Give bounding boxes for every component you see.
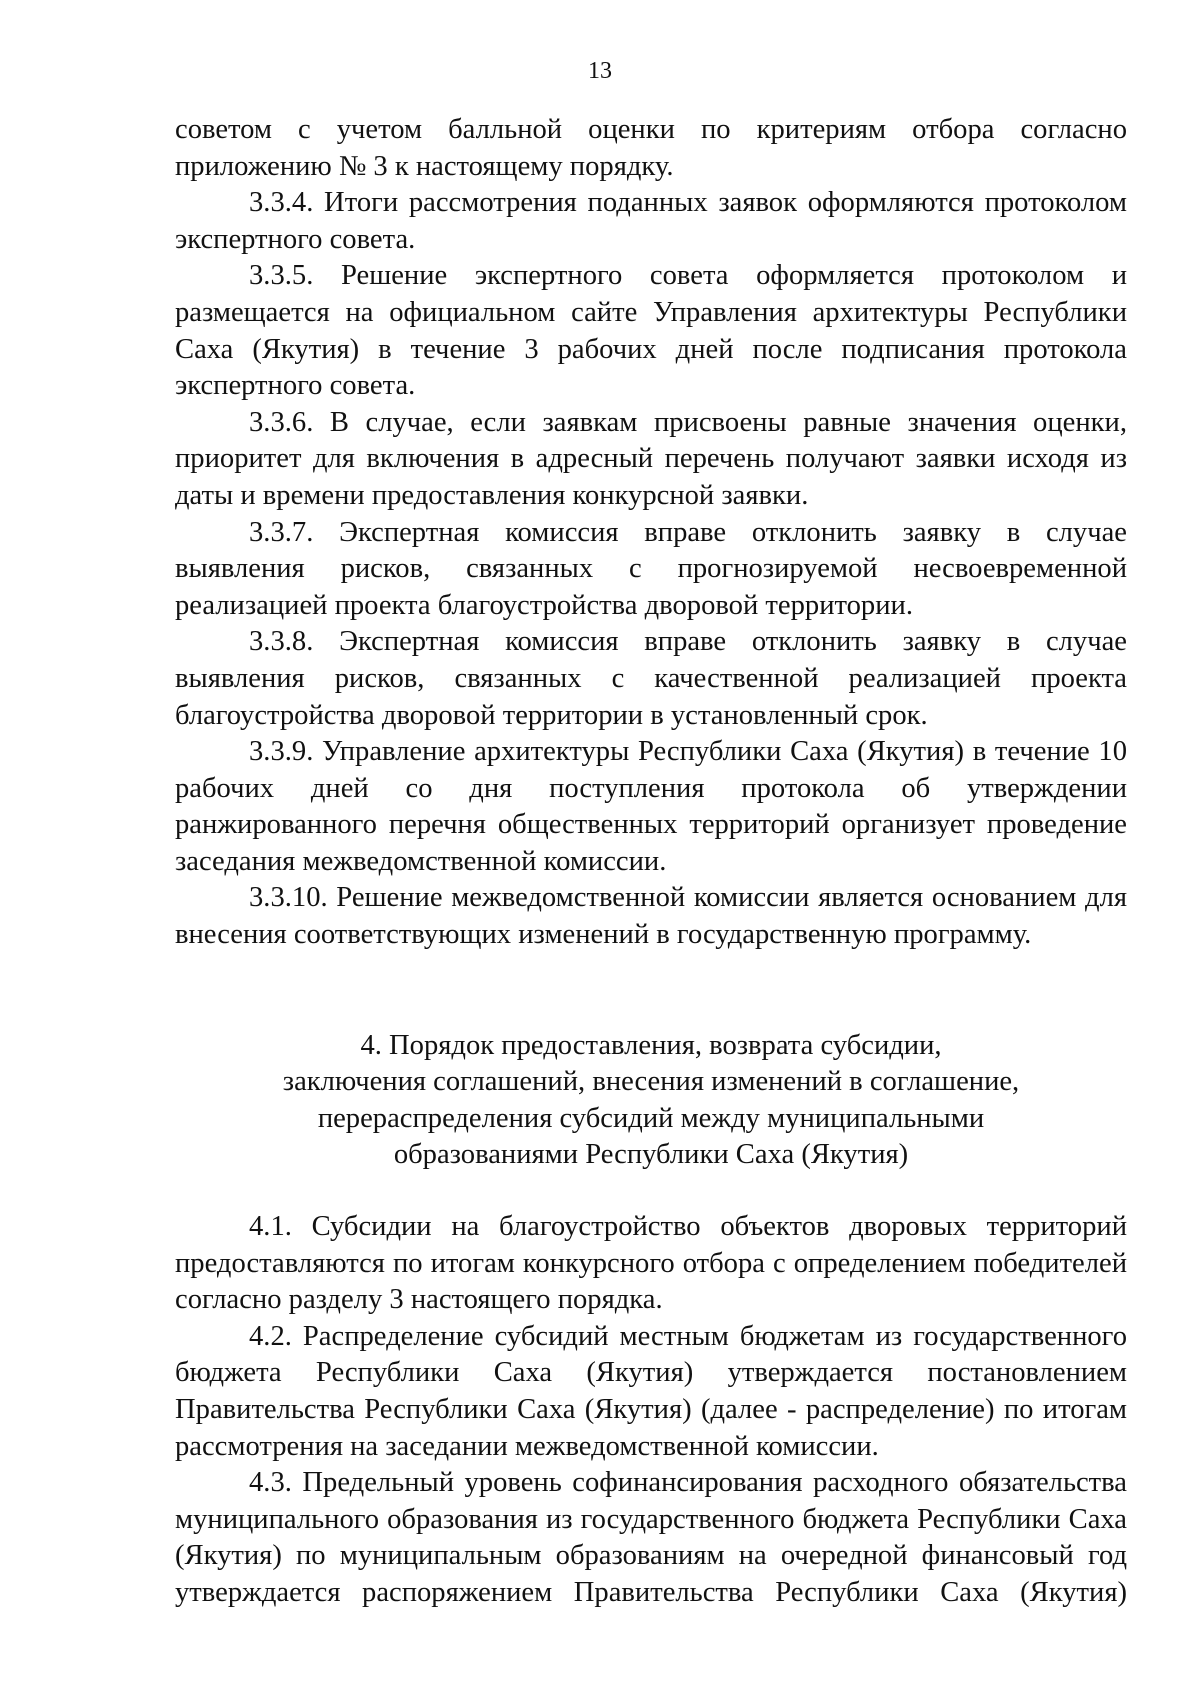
paragraph-3-3-6: 3.3.6. В случае, если заявкам присвоены равные значения оценки, приоритет для включения в адресный перечень получают заявки исходя из даты и времени предоставления конкурсной заявки. <box>175 406 1127 511</box>
document-body <box>175 112 1127 1612</box>
paragraph-4-3: 4.3. Предельный уровень софинансирования расходного обязательства муниципального образования из государственного бюджета Республики Саха (Якутия) по муниципальным образованиям на очередной финансовый год утверждается распоряжением Правительства Республики Саха (Якутия) <box>175 1467 1127 1608</box>
paragraph-3-3-5: 3.3.5. Решение экспертного совета оформляется протоколом и размещается на официальном сайте Управления архитектуры Республики Саха (Якутия) в течение 3 рабочих дней после подписания протокола экспертного совета. <box>175 260 1127 402</box>
paragraph-3-3-4: 3.3.4. Итоги рассмотрения поданных заявок оформляются протоколом экспертного совета. <box>175 187 1127 255</box>
paragraph-3-3-9: 3.3.9. Управление архитектуры Республики Саха (Якутия) в течение 10 рабочих дней со дня поступления протокола об утверждении ранжированного перечня общественных территорий организует проведение заседания межведомственной комиссии. <box>175 736 1127 877</box>
paragraph-3-3-10: 3.3.10. Решение межведомственной комиссии является основанием для внесения соответствующих изменений в государственную программу. <box>175 882 1127 951</box>
paragraph-4-2: 4.2. Распределение субсидий местным бюджетам из государственного бюджета Республики Саха (Якутия) утверждается постановлением Правительства Республики Саха (Якутия) (далее - распределение) по итогам рассмотрения на заседании межведомственной комиссии. <box>175 1320 1127 1462</box>
heading-line: 4. Порядок предоставления, возврата субсидии, <box>360 1029 942 1061</box>
page-number: 13 <box>588 58 612 84</box>
heading-line: заключения соглашений, внесения изменений в соглашение, <box>282 1066 1020 1098</box>
paragraph-3-3-8: 3.3.8. Экспертная комиссия вправе отклонить заявку в случае выявления рисков, связанных с качественной реализацией проекта благоустройства дворовой территории в установленный срок. <box>175 626 1127 731</box>
heading-line: образованиями Республики Саха (Якутия) <box>393 1139 909 1171</box>
section-4-heading <box>175 1028 1127 1174</box>
paragraph-4-1: 4.1. Субсидии на благоустройство объектов дворовых территорий предоставляются по итогам конкурсного отбора с определением победителей согласно разделу 3 настоящего порядка. <box>175 1211 1127 1316</box>
paragraph-continuation: советом с учетом балльной оценки по критериям отбора согласно приложению № 3 к настоящему порядку. <box>175 114 1127 182</box>
heading-line: перераспределения субсидий между муниципальными <box>317 1102 985 1134</box>
paragraph-3-3-7: 3.3.7. Экспертная комиссия вправе отклонить заявку в случае выявления рисков, связанных с прогнозируемой несвоевременной реализацией проекта благоустройства дворовой территории. <box>175 516 1127 621</box>
